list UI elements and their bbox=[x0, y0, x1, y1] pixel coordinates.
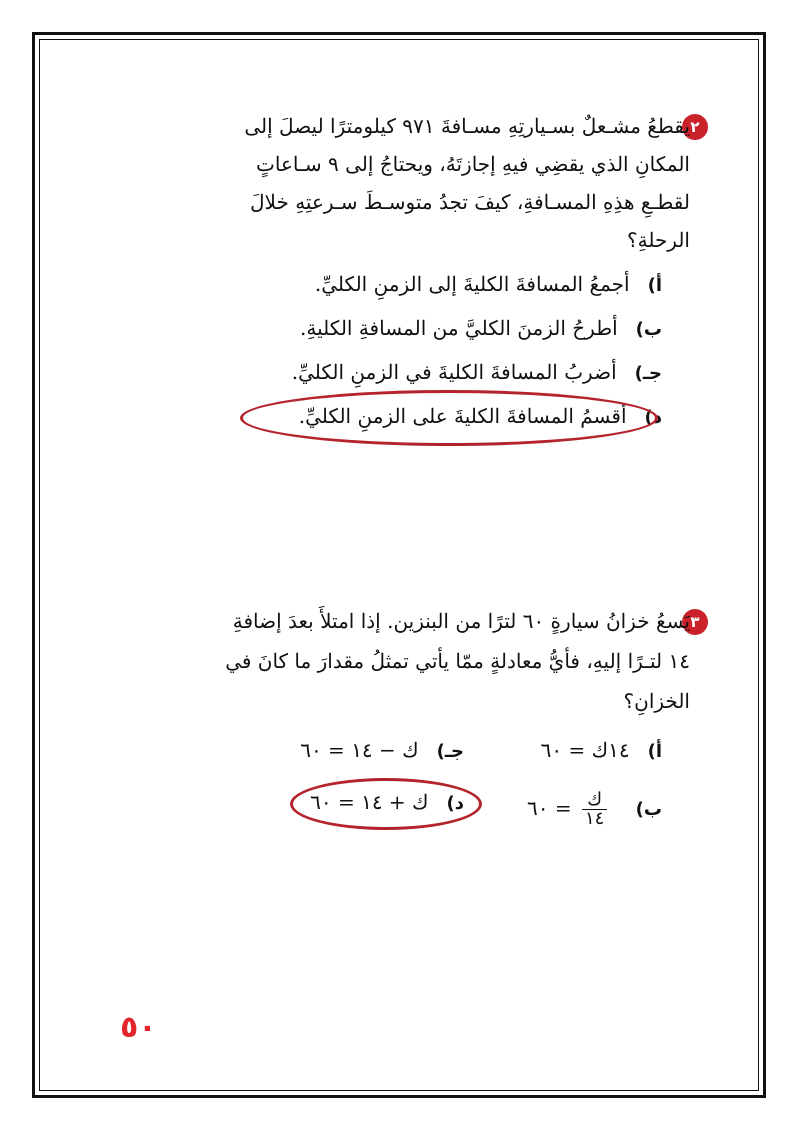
option-letter: ب) bbox=[635, 799, 662, 820]
option-equation: ١٤ك = ٦٠ bbox=[540, 738, 630, 762]
option-text: أجمعُ المسافةَ الكليةَ إلى الزمنِ الكليِّ. bbox=[314, 272, 630, 296]
question-2-option-c[interactable] bbox=[292, 354, 662, 392]
option-letter: أ) bbox=[647, 275, 662, 296]
option-text: أطرحُ الزمنَ الكليَّ من المسافةِ الكليةِ. bbox=[300, 316, 618, 340]
question-2-number-badge: ٢ bbox=[682, 114, 708, 140]
question-2-line-2: المكانِ الذي يقضِي فيهِ إجازتَهُ، ويحتاجُ إلى ٩ سـاعاتٍ bbox=[256, 152, 690, 176]
answer-circle-q2 bbox=[240, 390, 658, 446]
fraction bbox=[582, 791, 607, 828]
option-letter: د) bbox=[644, 407, 662, 428]
option-letter: جـ) bbox=[634, 363, 662, 384]
option-text: أضربُ المسافةَ الكليةَ في الزمنِ الكليِّ. bbox=[291, 360, 617, 384]
question-2-line-4: الرحلةِ؟ bbox=[626, 228, 690, 252]
question-3-line-1: يَسعُ خزانُ سيارةٍ ٦٠ لترًا من البنزين. إذا امتلأَ بعدَ إضافةِ bbox=[232, 609, 690, 633]
option-letter: ب) bbox=[635, 319, 662, 340]
question-3-option-c[interactable] bbox=[300, 732, 464, 770]
question-3-line-3: الخزانِ؟ bbox=[623, 689, 690, 713]
option-equation: ك − ١٤ = ٦٠ bbox=[300, 738, 419, 762]
question-3-line-2: ١٤ لتـرًا إليهِ، فأيُّ معادلةٍ ممّا يأتي تمثلُ مقدارَ ما كانَ في bbox=[225, 649, 690, 673]
option-text: أقسمُ المسافةَ الكليةَ على الزمنِ الكليِّ. bbox=[298, 404, 627, 428]
page-number: ٥٠ bbox=[120, 1010, 157, 1045]
fraction-denominator: ١٤ bbox=[584, 808, 605, 829]
question-2-option-a[interactable] bbox=[315, 266, 662, 304]
option-letter: جـ) bbox=[436, 741, 464, 762]
answer-circle-q3 bbox=[290, 778, 482, 830]
question-2-option-b[interactable] bbox=[300, 310, 662, 348]
question-3-option-a[interactable] bbox=[541, 732, 662, 770]
option-equation: ك + ١٤ = ٦٠ bbox=[310, 790, 429, 814]
option-equation-rhs: = ٦٠ bbox=[527, 796, 572, 820]
fraction-numerator: ك bbox=[582, 791, 607, 810]
question-2-line-3: لقطـعِ هذِهِ المسـافةِ، كيفَ تجدُ متوسـطَ سـرعتِهِ خلالَ bbox=[250, 190, 690, 214]
question-3-number-badge: ٣ bbox=[682, 609, 708, 635]
question-3-option-b[interactable] bbox=[527, 790, 662, 828]
option-letter: أ) bbox=[647, 741, 662, 762]
option-letter: د) bbox=[446, 793, 464, 814]
question-2-line-1: يقطعُ مشـعلٌ بسـيارتِهِ مسـافةَ ٩٧١ كيلومترًا ليصلَ إلى bbox=[244, 114, 690, 138]
